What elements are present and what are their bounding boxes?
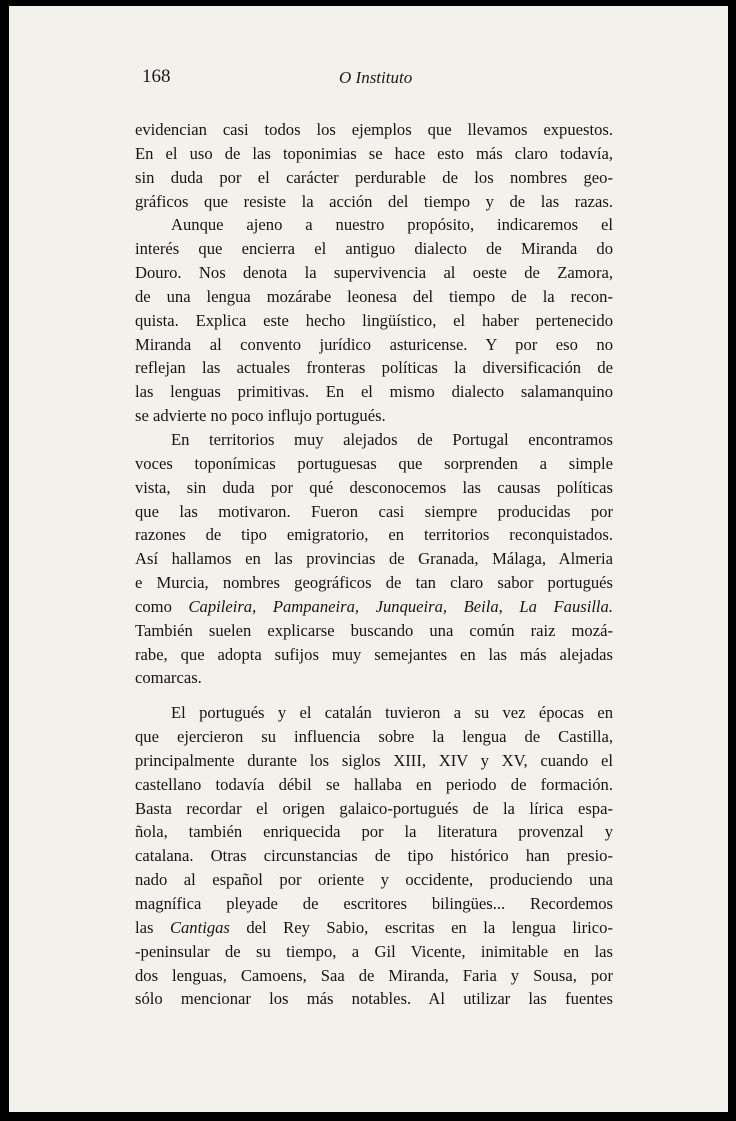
place-name: La Fausilla. <box>519 596 613 616</box>
text-line: Así hallamos en las provincias de Granada, Málaga, Almeria <box>135 549 613 569</box>
place-name: Pampaneira, <box>272 596 360 616</box>
text-line-cantigas <box>135 916 613 940</box>
text-fragment: las <box>135 917 154 937</box>
text-line: Basta recordar el origen galaico-portugués de la lírica espa- <box>135 798 613 818</box>
text-line: Douro. Nos denota la supervivencia al oeste de Zamora, <box>135 263 613 283</box>
place-name: Capileira, <box>188 596 257 616</box>
text-line: El portugués y el catalán tuvieron a su vez épocas en <box>171 703 613 723</box>
text-line-place-names <box>135 595 613 619</box>
paragraph-1 <box>135 118 613 213</box>
text-line: -peninsular de su tiempo, a Gil Vicente, inimitable en las <box>135 941 613 961</box>
place-name: Junqueira, <box>375 596 448 616</box>
text-line: de una lengua mozárabe leonesa del tiempo de la recon- <box>135 286 613 306</box>
text-line: En el uso de las toponimias se hace esto más claro todavía, <box>135 143 613 163</box>
text-line: se advierte no poco influjo portugués. <box>135 406 386 426</box>
book-page <box>9 6 728 1112</box>
paragraph-4 <box>135 701 613 1011</box>
text-line: nado al español por oriente y occidente, produciendo una <box>135 870 613 890</box>
text-line: gráficos que resiste la acción del tiempo y de las razas. <box>135 191 613 211</box>
running-title: O Instituto <box>339 68 413 87</box>
text-line: catalana. Otras circunstancias de tipo histórico han presio- <box>135 846 613 866</box>
paragraph-3 <box>135 428 613 690</box>
text-line: que ejercieron su influencia sobre la lengua de Castilla, <box>135 727 613 747</box>
text-line: sólo mencionar los más notables. Al utilizar las fuentes <box>135 989 613 1009</box>
text-line: reflejan las actuales fronteras políticas la diversificación de <box>135 358 613 378</box>
text-line: voces toponímicas portuguesas que sorprenden a simple <box>135 453 613 473</box>
text-fragment: como <box>135 596 172 616</box>
text-line: castellano todavía débil se hallaba en periodo de formación. <box>135 774 613 794</box>
text-line: que las motivaron. Fueron casi siempre producidas por <box>135 501 613 521</box>
text-line: vista, sin duda por qué desconocemos las causas políticas <box>135 477 613 497</box>
text-line: Aunque ajeno a nuestro propósito, indicaremos el <box>171 215 613 235</box>
text-line: interés que encierra el antiguo dialecto de Miranda do <box>135 239 613 259</box>
text-line: sin duda por el carácter perdurable de los nombres geo- <box>135 167 613 187</box>
text-line: Miranda al convento jurídico asturicense. Y por eso no <box>135 334 613 354</box>
text-line: las lenguas primitivas. En el mismo dialecto salamanquino <box>135 382 613 402</box>
text-line: ñola, también enriquecida por la literatura provenzal y <box>135 822 613 842</box>
paragraph-gap <box>135 690 613 701</box>
body-text <box>135 118 613 1011</box>
page-number: 168 <box>142 66 171 87</box>
text-line: rabe, que adopta sufijos muy semejantes en las más alejadas <box>135 644 613 664</box>
text-line: comarcas. <box>135 668 202 688</box>
text-fragment: del Rey Sabio, escritas en la lengua lirico- <box>246 917 613 937</box>
text-line: dos lenguas, Camoens, Saa de Miranda, Faria y Sousa, por <box>135 965 613 985</box>
place-name: Beila, <box>463 596 503 616</box>
text-line: También suelen explicarse buscando una común raiz mozá- <box>135 620 613 640</box>
work-title: Cantigas <box>169 917 230 937</box>
text-line: e Murcia, nombres geográficos de tan claro sabor portugués <box>135 573 613 593</box>
paragraph-2 <box>135 213 613 428</box>
page-header <box>134 66 614 96</box>
text-line: razones de tipo emigratorio, en territorios reconquistados. <box>135 525 613 545</box>
text-line: quista. Explica este hecho lingüístico, el haber pertenecido <box>135 310 613 330</box>
text-line: evidencian casi todos los ejemplos que llevamos expuestos. <box>135 120 613 139</box>
text-line: principalmente durante los siglos XIII, XIV y XV, cuando el <box>135 750 613 770</box>
text-line: magnífica pleyade de escritores bilingües... Recordemos <box>135 894 613 913</box>
text-line: En territorios muy alejados de Portugal encontramos <box>171 429 613 449</box>
